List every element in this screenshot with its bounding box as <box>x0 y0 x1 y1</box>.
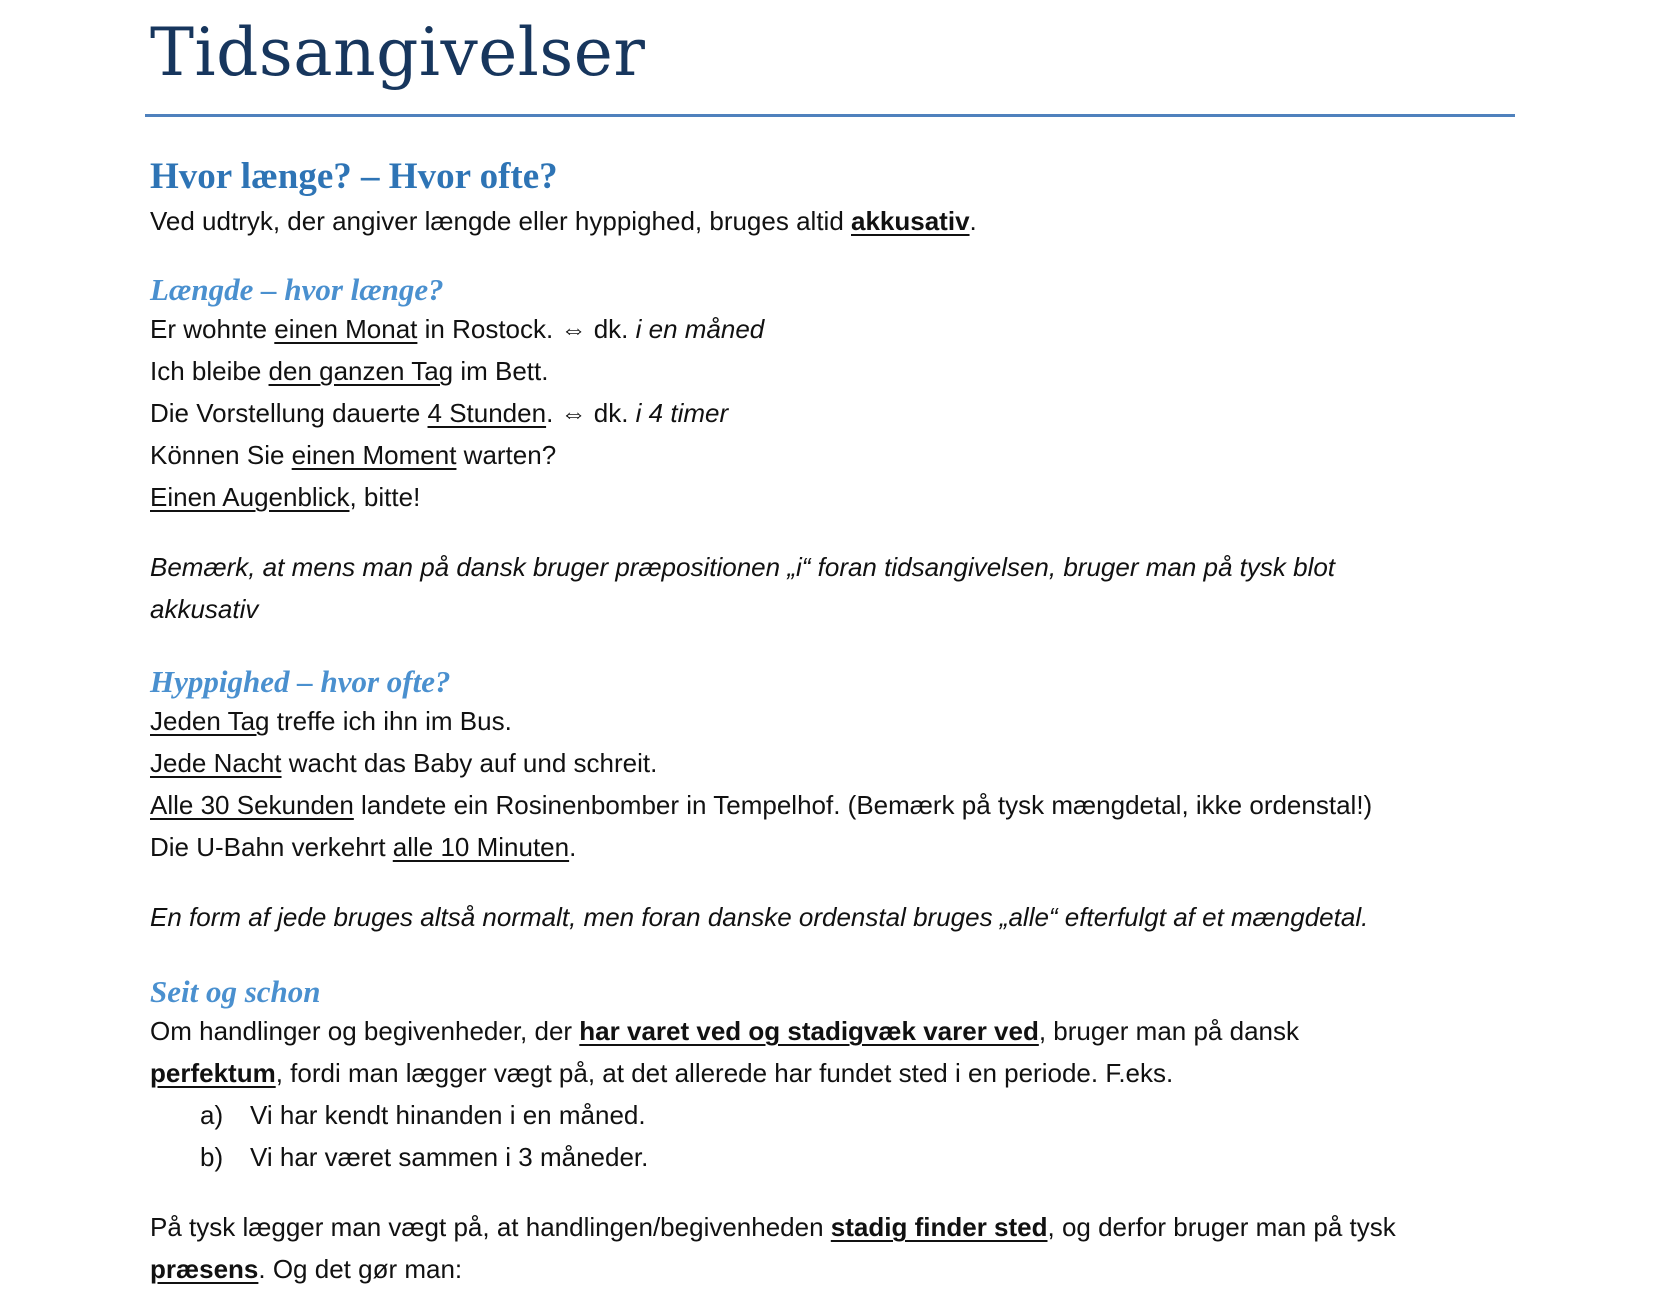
length-example-2: Ich bleibe den ganzen Tag im Bett. <box>150 356 549 386</box>
list-marker: a) <box>200 1100 224 1130</box>
length-example-4: Können Sie einen Moment warten? <box>150 440 557 470</box>
frequency-example-1: Jeden Tag treffe ich ihn im Bus. <box>150 706 512 736</box>
frequency-example-2: Jede Nacht wacht das Baby auf und schreit. <box>150 748 658 778</box>
seit-paragraph-line-2: perfektum, fordi man lægger vægt på, at det allerede har fundet sted i en periode. F.eks. <box>150 1058 1174 1088</box>
section-heading-how-long-how-often: Hvor længe? – Hvor ofte? <box>150 156 558 197</box>
subheading-length: Længde – hvor længe? <box>150 272 444 307</box>
list-item: a) Vi har kendt hinanden i en måned. <box>200 1100 646 1130</box>
seit-paragraph-line-3: På tysk lægger man vægt på, at handlingen/begivenheden stadig finder sted, og derfor bruger man på tysk <box>150 1212 1396 1242</box>
length-example-3: Die Vorstellung dauerte 4 Stunden. ⇔ dk. i 4 timer <box>150 398 729 428</box>
seit-paragraph-line-1: Om handlinger og begivenheder, der har varet ved og stadigvæk varer ved, bruger man på dansk <box>150 1016 1299 1046</box>
document-title: Tidsangivelser <box>150 14 646 91</box>
list-marker: b) <box>200 1142 224 1172</box>
term-praesens: præsens <box>150 1254 259 1284</box>
subheading-frequency: Hyppighed – hvor ofte? <box>150 664 451 699</box>
frequency-example-3: Alle 30 Sekunden landete ein Rosinenbomber in Tempelhof. (Bemærk på tysk mængdetal, ikke ordenstal!) <box>150 790 1373 820</box>
seit-paragraph-line-4: præsens. Og det gør man: <box>150 1254 463 1284</box>
term-akkusativ: akkusativ <box>851 206 970 236</box>
list-item: b) Vi har været sammen i 3 måneder. <box>200 1142 649 1172</box>
frequency-example-4: Die U-Bahn verkehrt alle 10 Minuten. <box>150 832 577 862</box>
term-perfektum: perfektum <box>150 1058 276 1088</box>
length-note-line-1: Bemærk, at mens man på dansk bruger præpositionen „i“ foran tidsangivelsen, bruger man på tysk blot <box>150 552 1336 582</box>
length-example-1: Er wohnte einen Monat in Rostock. ⇔ dk. i en måned <box>150 314 765 344</box>
intro-paragraph: Ved udtryk, der angiver længde eller hyppighed, bruges altid akkusativ. <box>150 206 977 236</box>
length-note-line-2: akkusativ <box>150 594 259 624</box>
length-example-5: Einen Augenblick, bitte! <box>150 482 421 512</box>
frequency-note: En form af jede bruges altså normalt, men foran danske ordenstal bruges „alle“ efterfulgt af et mængdetal. <box>150 902 1369 932</box>
equivalence-arrow-icon: ⇔ <box>560 314 587 344</box>
subheading-seit-og-schon: Seit og schon <box>150 974 321 1009</box>
equivalence-arrow-icon: ⇔ <box>560 398 587 428</box>
title-divider <box>145 114 1515 117</box>
